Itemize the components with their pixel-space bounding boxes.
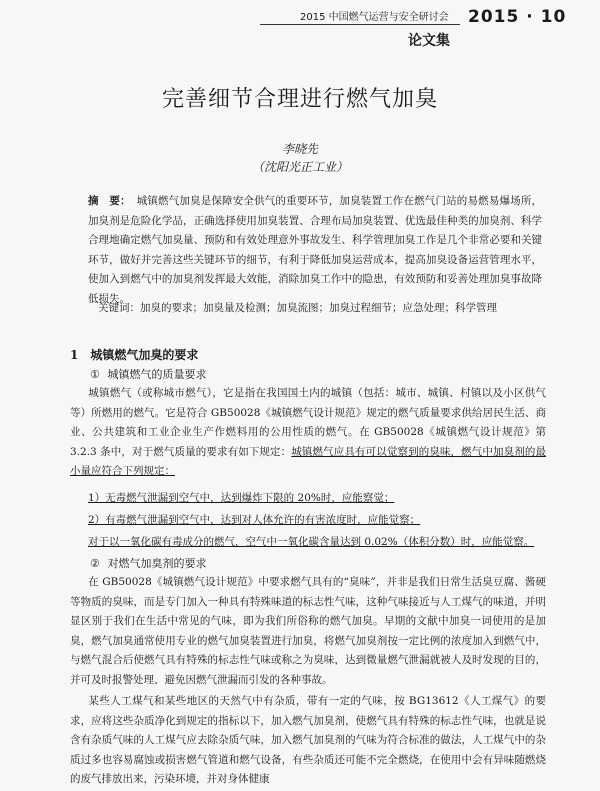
paragraph: [70, 384, 546, 482]
underlined-requirement: 城镇燃气应具有可以觉察到的臭味，燃气中加臭剂的最小量应符合下列规定：: [70, 445, 546, 477]
keywords-label: 关键词：: [98, 302, 140, 314]
subsection-marker: ②: [90, 557, 100, 570]
conference-name: 2015 中国燃气运营与安全研讨会: [300, 12, 449, 23]
subsection-heading: [90, 555, 207, 571]
abstract: [88, 192, 542, 309]
list-item: 对于以一氧化碳有毒成分的燃气，空气中一氧化碳含量达到 0.02%（体积分数）时，应能觉察。: [88, 536, 535, 548]
section-heading: 1 城镇燃气加臭的要求: [70, 348, 199, 362]
issue-year: 2015 · 10: [468, 7, 567, 27]
subsection-title: 城镇燃气的质量要求: [107, 368, 207, 381]
list-item: 2）有毒燃气泄漏到空气中，达到对人体允许的有害浓度时，应能觉察；: [88, 514, 421, 526]
abstract-text: 城镇燃气加臭是保障安全供气的重要环节，加臭装置工作在燃气门站的易燃易爆场所，加臭剂是危险化学品，正确选择使用加臭装置、合理布局加臭装置、优选最佳种类的加臭剂、科学合理地确定燃气加臭量、预防和有效处理意外事故发生、科学管理加臭工作是几个非常必要和关键环节，做好并完善这些关键环节的细节，有利于降低加臭运营成本，提高加臭设备运营管理水平，使加入到燃气中的加臭剂发挥最大效能，消除加臭工作中的隐患，有效预防和妥善处理加臭事故降低损失。: [88, 195, 543, 305]
paper-title: 完善细节合理进行燃气加臭: [161, 87, 438, 112]
paragraph: [70, 692, 546, 790]
list-item: 1）无毒燃气泄漏到空气中，达到爆炸下限的 20%时，应能察觉；: [88, 492, 395, 504]
paragraph-text: 城镇燃气（或称城市燃气），它是指在我国国土内的城镇（包括：城市、城镇、村镇以及小区供气等）所燃用的燃气。它是符合 GB50028《城镇燃气设计规范》规定的燃气质量要求供给居民生活、商业、公共建筑和工业企业生产作燃料用的公用性质的燃气。在 GB50028《城镇燃气设计规范》第 3.2.3 条中，对于燃气质量的要求有如下规定：: [70, 387, 546, 458]
subsection-marker: ①: [90, 368, 100, 381]
paragraph: [70, 573, 546, 690]
subsection-title: 对燃气加臭剂的要求: [107, 557, 207, 570]
keywords: [98, 300, 542, 316]
subsection-heading: [90, 366, 207, 382]
keywords-text: 加臭的要求；加臭量及检测；加臭流图；加臭过程细节；应急处理；科学管理: [140, 302, 497, 314]
author-organization: （沈阳光正工业）: [251, 160, 348, 174]
paragraph-text: 某些人工煤气和某些地区的天然气中有杂质，带有一定的气味，按 BG13612《人工煤气》的要求，应将这些杂质净化到规定的指标以下，加入燃气加臭剂，使燃气具有特殊的标志性气味，也就是说含有杂质气味的人工煤气应去除杂质气味，加入燃气加臭剂的气味为符合标准的做法，人工煤气中的杂质过多也容易腐蚀或损害燃气管道和燃气设备，有些杂质还可能不完全燃烧，在使用中会有异味随燃烧的废气排放出来，污染环境，并对身体健康: [70, 695, 546, 785]
author-name: 李晓先: [281, 142, 318, 156]
header-rule: [260, 24, 460, 25]
abstract-label: 摘 要：: [88, 195, 131, 207]
paragraph-text: 在 GB50028《城镇燃气设计规范》中要求燃气具有的“臭味”，并非是我们日常生活臭豆腐、酱硬等物质的臭味，而是专门加入一种具有特殊味道的标志性气味，这种气味接近与人工煤气的味道，并明显区别于我们在生活中常见的气味，即为我们所俗称的燃气加臭。早期的文献中加臭一词使用的是加臭，燃气加臭通常使用专业的燃气加臭装置进行加臭，将燃气加臭剂按一定比例的浓度加入到燃气中，与燃气混合后使燃气具有特殊的标志性气味或称之为臭味，达到微量燃气泄漏就被人及时发现的目的，并可及时报警处理、避免因燃气泄漏而引发的各种事故。: [70, 576, 546, 686]
section-label: 论文集: [408, 33, 450, 49]
